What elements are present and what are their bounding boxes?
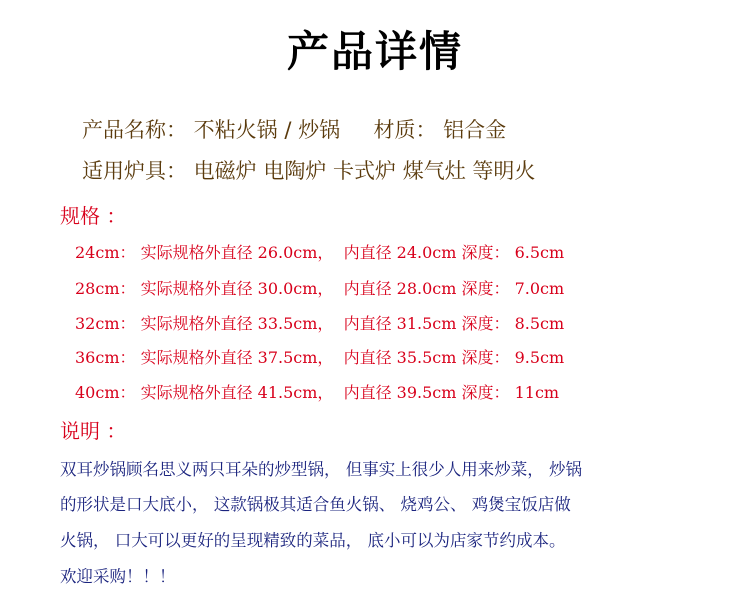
page-title: 产品详情 <box>286 27 463 76</box>
description-line: 的形状是口大底小， 这款锅极其适合鱼火锅、 烧鸡公、 鸡煲宝饭店做 <box>60 495 571 514</box>
description-line: 火锅， 口大可以更好的呈现精致的菜品， 底小可以为店家节约成本。 <box>60 531 566 550</box>
spec-section-label: 规格 ： <box>60 204 127 228</box>
description-line: 欢迎采购！！！ <box>60 567 176 586</box>
spec-row: 24cm： 实际规格外直径 26.0cm， 内直径 24.0cm 深度： 6.5cm <box>75 243 565 262</box>
description-section-label: 说明 ： <box>60 419 127 443</box>
spec-row: 36cm： 实际规格外直径 37.5cm， 内直径 35.5cm 深度： 9.5cm <box>75 348 565 367</box>
spec-row: 32cm： 实际规格外直径 33.5cm， 内直径 31.5cm 深度： 8.5cm <box>75 314 565 333</box>
spec-row: 40cm： 实际规格外直径 41.5cm， 内直径 39.5cm 深度： 11cm <box>75 383 560 402</box>
product-name-material: 产品名称： 不粘火锅 / 炒锅 材质： 铝合金 <box>82 118 507 142</box>
compatible-stoves: 适用炉具： 电磁炉 电陶炉 卡式炉 煤气灶 等明火 <box>82 159 536 183</box>
description-line: 双耳炒锅顾名思义两只耳朵的炒型锅， 但事实上很少人用来炒菜， 炒锅 <box>60 460 582 479</box>
spec-row: 28cm： 实际规格外直径 30.0cm， 内直径 28.0cm 深度： 7.0cm <box>75 279 565 298</box>
